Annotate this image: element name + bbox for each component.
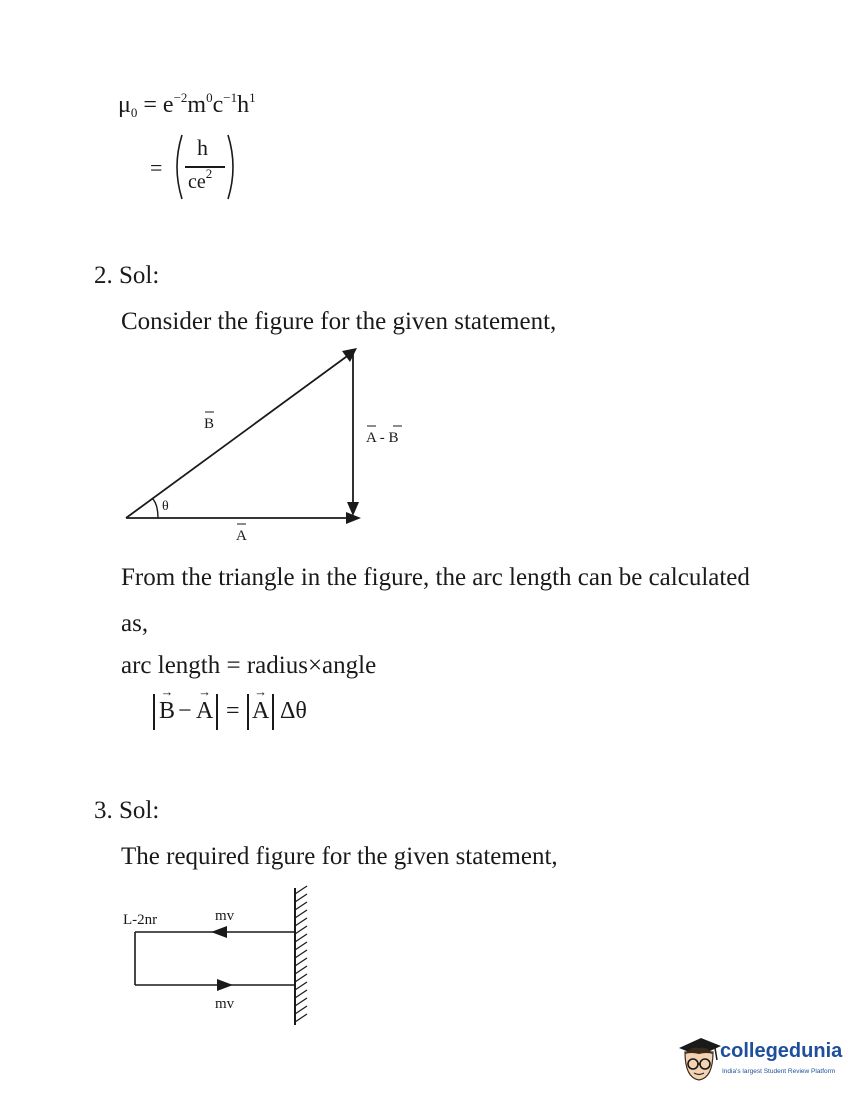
term-m: m — [187, 92, 207, 118]
arc-length-equation: arc length = radius×angle — [121, 652, 377, 679]
frac-den-exp: 2 — [205, 166, 213, 181]
label-theta: θ — [162, 499, 169, 514]
exp-h: 1 — [249, 90, 256, 105]
label-mv-bottom: mv — [215, 996, 235, 1012]
vector-b-line — [126, 354, 350, 518]
equals-sign: = — [143, 92, 157, 118]
exp-c: −1 — [223, 90, 238, 105]
logo-wordmark: collegedunia — [720, 1040, 843, 1062]
eq2-a: → A — [196, 698, 213, 725]
formula-mu0 — [118, 92, 256, 119]
eq2-equals: = — [226, 698, 240, 724]
mascot-icon — [675, 1034, 721, 1084]
wall-hatching — [295, 886, 307, 1022]
left-paren-icon — [170, 133, 184, 201]
label-vector-a: A — [236, 528, 247, 544]
formula-fraction — [150, 133, 260, 203]
eq2-delta-theta: Δθ — [280, 698, 307, 724]
bottom-path-arrowhead — [217, 979, 233, 991]
frac-numerator: h — [197, 135, 208, 160]
eq2-a2: → A — [252, 698, 269, 725]
label-length: L-2nr — [123, 912, 158, 928]
eq2-a-wrap — [196, 698, 213, 725]
mu-symbol: μ — [118, 92, 131, 118]
section3-intro: The required figure for the given statement, — [121, 843, 558, 870]
collegedunia-logo — [675, 1032, 855, 1088]
abs-bar-3 — [247, 694, 249, 730]
eq2-minus: − — [178, 698, 192, 724]
term-h: h — [237, 92, 250, 118]
section2-intro: Consider the figure for the given statement, — [121, 308, 557, 335]
vector-triangle-figure — [110, 340, 430, 550]
exp-e: −2 — [173, 90, 188, 105]
abs-bar-4 — [272, 694, 274, 730]
logo-tagline: India's largest Student Review Platform — [722, 1068, 836, 1075]
label-mv-top: mv — [215, 908, 235, 924]
eq2-b: → B — [159, 698, 175, 725]
right-paren-icon — [226, 133, 240, 201]
section2-paragraph-line1: From the triangle in the figure, the arc length can be calculated — [121, 564, 750, 591]
exp-m: 0 — [206, 90, 213, 105]
frac-denominator: $ce^2$ — [188, 166, 213, 193]
angle-theta-arc — [152, 498, 158, 518]
top-path-arrowhead — [211, 926, 227, 938]
section3-heading: 3. Sol: — [94, 797, 160, 824]
abs-bar-1 — [153, 694, 155, 730]
label-vector-a-minus-b: A - B — [366, 430, 399, 446]
section2-heading: 2. Sol: — [94, 262, 160, 289]
label-vector-b: B — [204, 416, 215, 432]
section2-paragraph-line2: as, — [121, 610, 149, 637]
vector-b-arrowhead — [342, 348, 357, 362]
mu-subscript: 0 — [130, 105, 138, 120]
eq2-b-wrap — [159, 698, 175, 725]
abs-bar-2 — [216, 694, 218, 730]
vector-difference-equation — [150, 688, 350, 736]
frac-equals: = — [150, 155, 163, 180]
term-c: c — [212, 92, 224, 118]
term-e: e — [162, 92, 174, 118]
momentum-wall-figure — [115, 880, 335, 1030]
eq2-a2-wrap — [252, 698, 269, 725]
